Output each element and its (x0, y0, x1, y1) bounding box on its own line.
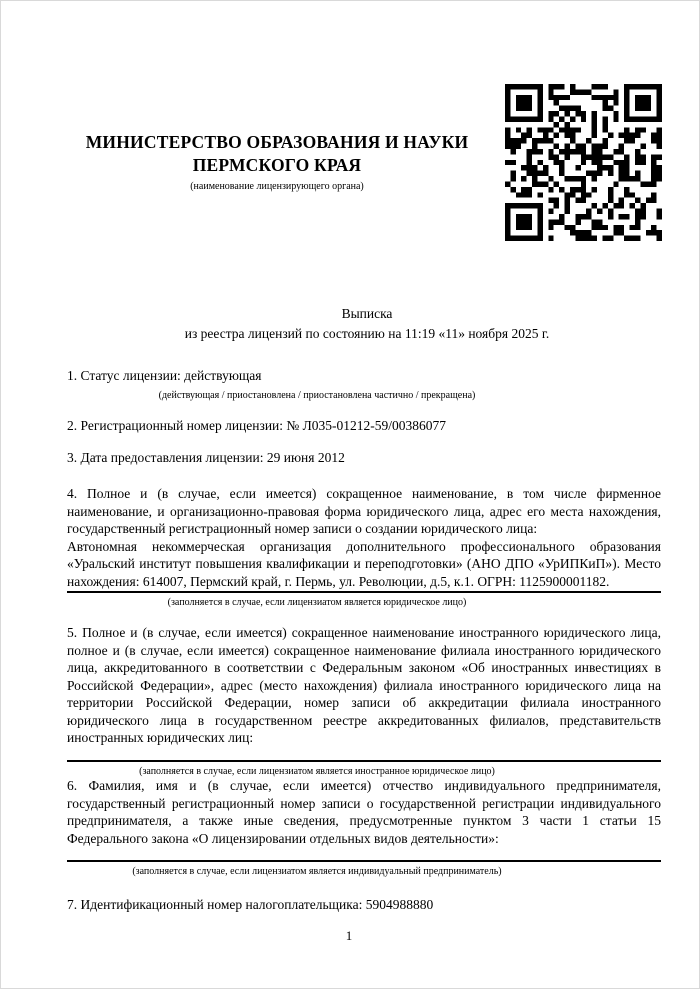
entrepreneur-section (67, 777, 661, 878)
extract-title-block (67, 304, 667, 344)
page-number: 1 (345, 928, 353, 943)
foreign-entity-question: 5. Полное и (в случае, если имеется) сокращенное наименование иностранного юридического лица, полное и (в случае, если имеется) сокращенное наименование филиала иностранного юридического лица, аккредитованного в соответствии с Федеральным законом «Об иностранных инвестициях в Российской Федерации», адрес (место нахождения) филиала иностранного юридического лица на территории Российской Федерации, номер записи об аккредитации филиала иностранного юридического лица в государственном реестре аккредитованных филиалов, представительств иностранных юридических лиц: (67, 625, 661, 745)
ministry-name: МИНИСТЕРСТВО ОБРАЗОВАНИЯ И НАУКИ ПЕРМСКОГО КРАЯ (85, 132, 469, 175)
qr-code-icon (505, 84, 662, 241)
extract-subtitle: из реестра лицензий по состоянию на 11:19 «11» ноября 2025 г. (184, 326, 550, 341)
legal-entity-caption: (заполняется в случае, если лицензиатом является юридическое лицо) (167, 597, 467, 608)
license-date-line: 3. Дата предоставления лицензии: 29 июня 2012 (67, 450, 345, 465)
entrepreneur-question: 6. Фамилия, имя и (в случае, если имеется) отчество индивидуального предпринимателя, государственный регистрационный номер записи о государственной регистрации индивидуального предпринимателя, а также иные сведения, предусмотренные пунктом 3 части 1 статьи 15 Федерального закона «О лицензировании отдельных видов деятельности»: (67, 778, 661, 846)
fill-rule (67, 860, 661, 862)
foreign-entity-section (67, 624, 661, 778)
license-status-line: 1. Статус лицензии: действующая (67, 368, 262, 383)
ministry-name-caption: (наименование лицензирующего органа) (190, 181, 364, 192)
legal-entity-section (67, 485, 661, 609)
legal-entity-question: 4. Полное и (в случае, если имеется) сокращенное наименование, в том числе фирменное наименование, и организационно-правовая форма юридического лица, адрес его места нахождения, государственный регистрационный номер записи о создании юридического лица: (67, 486, 661, 536)
extract-title: Выписка (341, 306, 393, 321)
license-status-options-caption: (действующая / приостановлена / приостановлена частично / прекращена) (158, 390, 476, 401)
legal-entity-answer: Автономная некоммерческая организация дополнительного профессионального образования «Уральский институт повышения квалификации и переподготовки» (АНО ДПО «УрИПКиП»). Место нахождения: 614007, Пермский край, г. Пермь, ул. Революции, д.5, к.1. ОГРН: 1125900001182. (67, 538, 661, 589)
fill-rule (67, 591, 661, 593)
foreign-entity-caption: (заполняется в случае, если лицензиатом является иностранное юридическое лицо) (139, 765, 495, 777)
license-number-line: 2. Регистрационный номер лицензии: № Л035-01212-59/00386077 (67, 418, 447, 433)
fill-rule (67, 760, 661, 762)
entrepreneur-caption: (заполняется в случае, если лицензиатом является индивидуальный предприниматель) (132, 866, 502, 877)
taxpayer-id-line: 7. Идентификационный номер налогоплательщика: 5904988880 (67, 897, 434, 912)
licensing-authority-header (67, 131, 487, 193)
